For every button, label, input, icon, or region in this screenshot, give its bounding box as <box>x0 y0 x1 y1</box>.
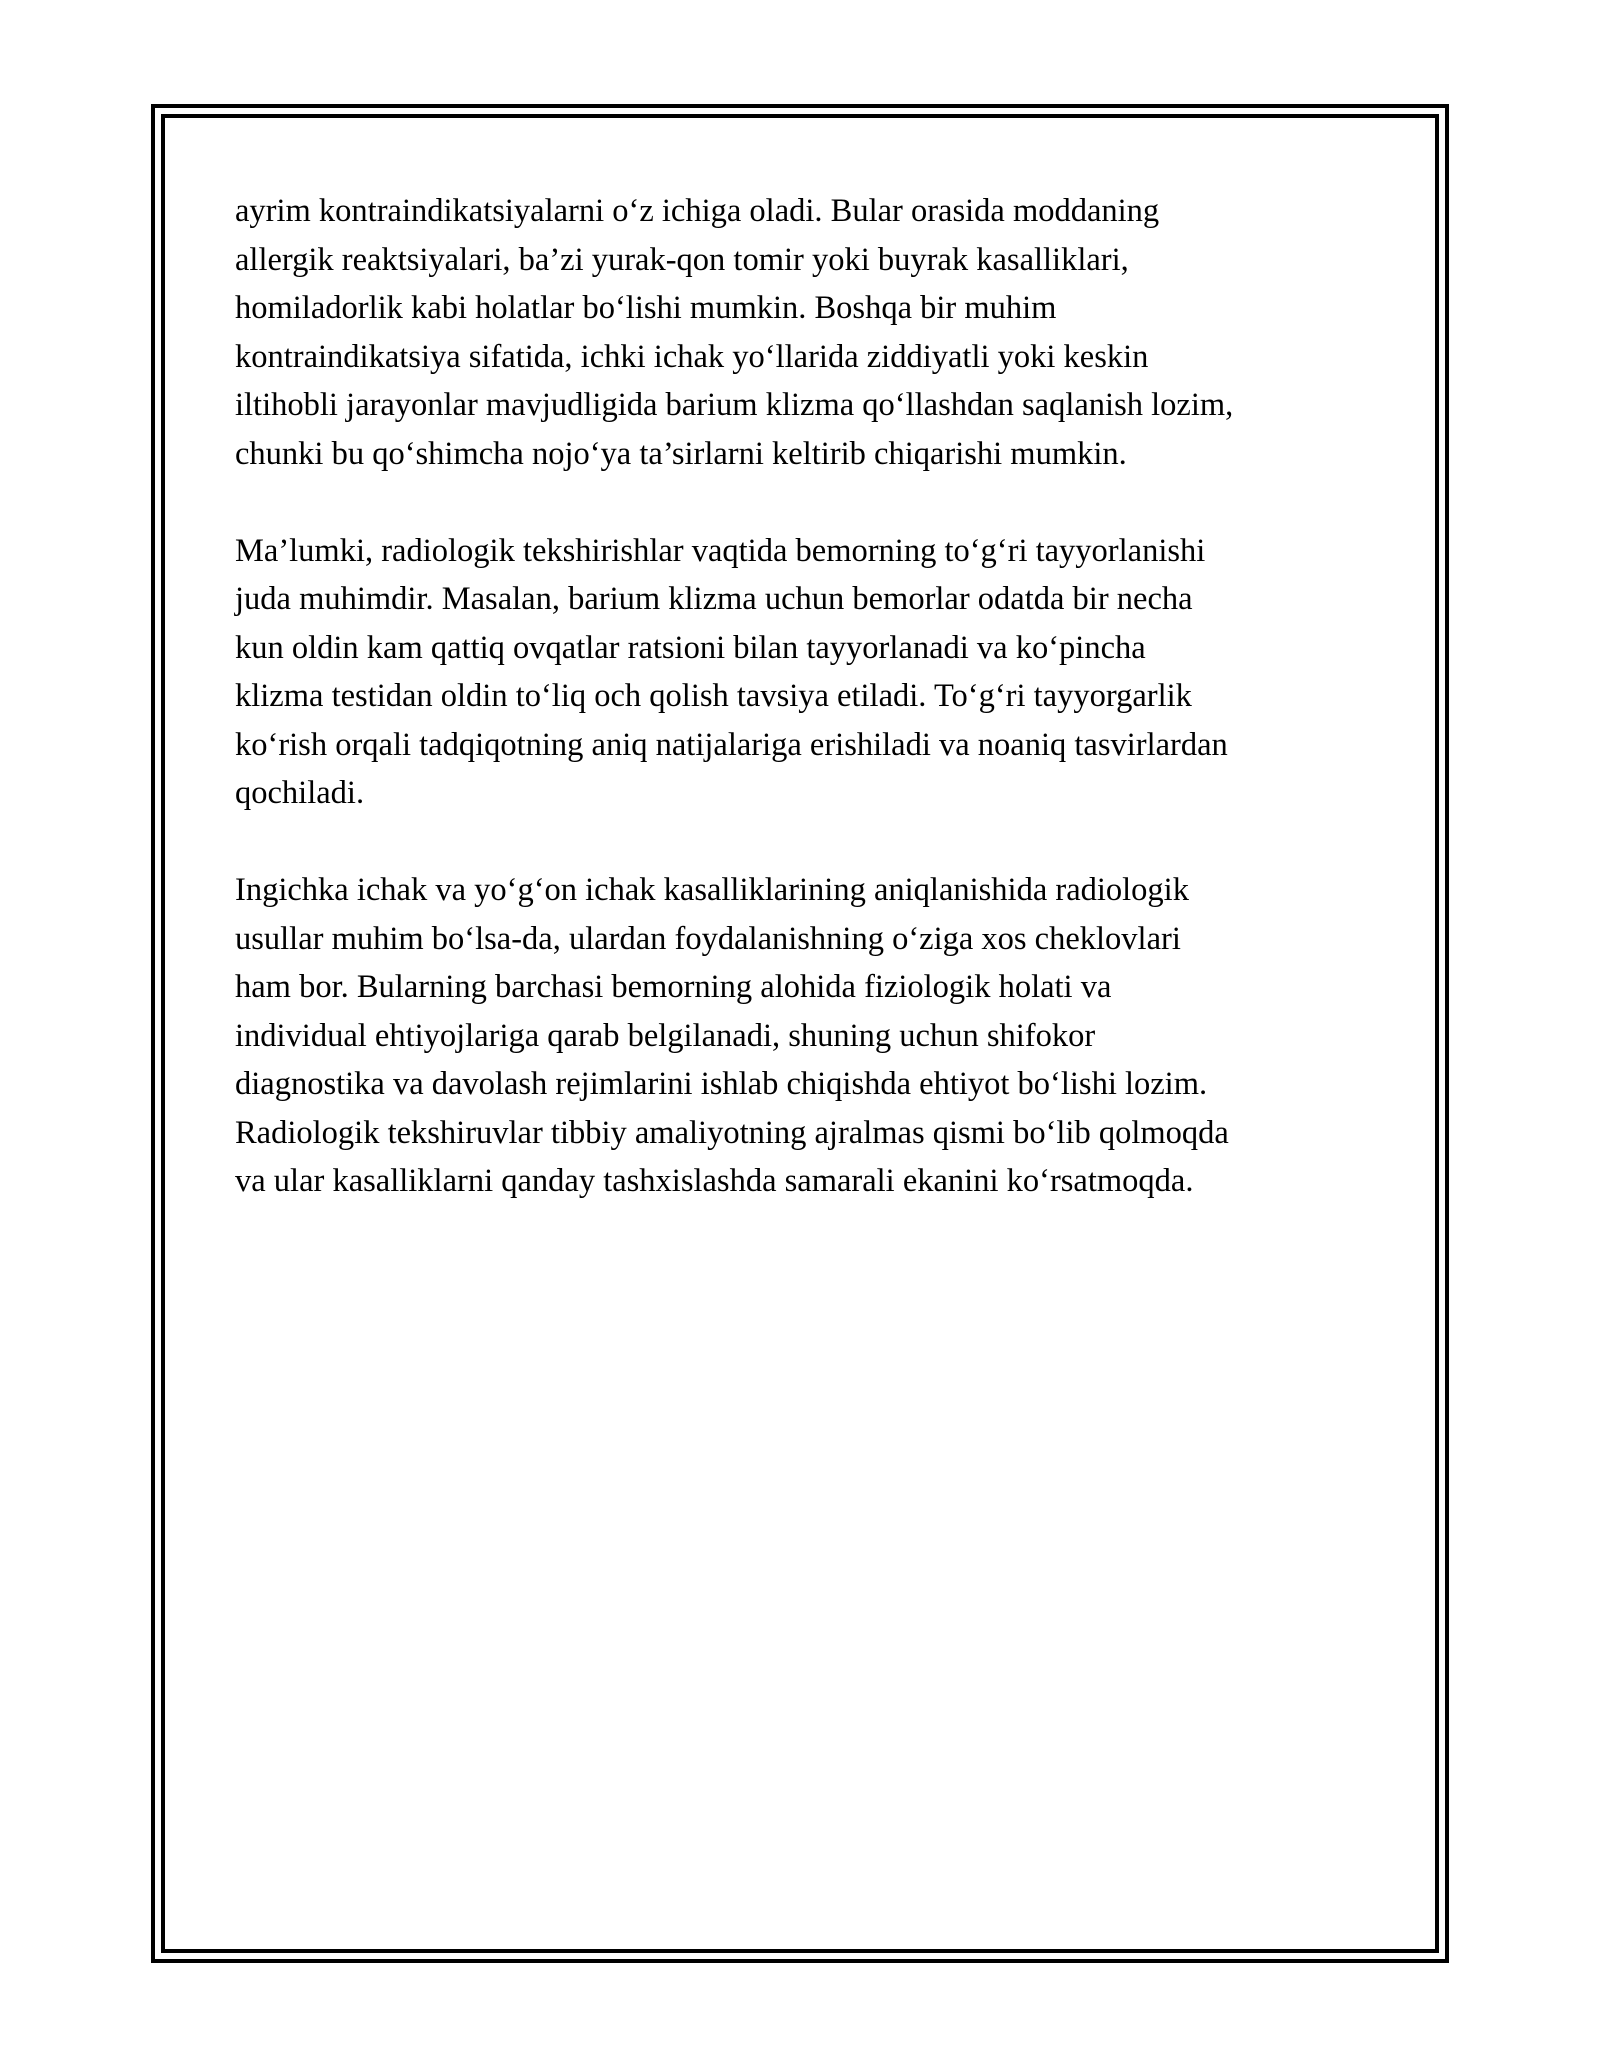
text-line: iltihobli jarayonlar mavjudligida barium klizma qo‘llashdan saqlanish lozim, <box>235 387 1234 423</box>
text-line: kun oldin kam qattiq ovqatlar ratsioni bilan tayyorlanadi va ko‘pincha <box>235 629 1146 666</box>
text-line: allergik reaktsiyalari, ba’zi yurak-qon tomir yoki buyrak kasalliklari, <box>235 241 1129 278</box>
text-line: individual ehtiyojlariga qarab belgilanadi, shuning uchun shifokor <box>235 1017 1096 1054</box>
text-line: homiladorlik kabi holatlar bo‘lishi mumkin. Boshqa bir muhim <box>235 290 1057 326</box>
text-line: ayrim kontraindikatsiyalarni o‘z ichiga oladi. Bular orasida moddaning <box>235 193 1160 229</box>
text-line: qochiladi. <box>235 775 365 811</box>
text-line: usullar muhim bo‘lsa-da, ulardan foydalanishning o‘ziga xos cheklovlari <box>235 920 1181 957</box>
text-line: Radiologik tekshiruvlar tibbiy amaliyotning ajralmas qismi bo‘lib qolmoqda <box>235 1114 1229 1151</box>
text-line: va ular kasalliklarni qanday tashxislashda samarali ekanini ko‘rsatmoqda. <box>235 1163 1194 1199</box>
text-line: Ma’lumki, radiologik tekshirishlar vaqtida bemorning to‘g‘ri tayyorlanishi <box>235 532 1206 569</box>
paragraph-3 <box>235 866 1375 1206</box>
text-line: ham bor. Bularning barchasi bemorning alohida fiziologik holati va <box>235 969 1112 1005</box>
text-line: ko‘rish orqali tadqiqotning aniq natijalariga erishiladi va noaniq tasvirlardan <box>235 726 1228 763</box>
text-line: chunki bu qo‘shimcha nojo‘ya ta’sirlarni keltirib chiqarishi mumkin. <box>235 435 1127 472</box>
paragraph-2 <box>235 527 1375 818</box>
document-body <box>235 187 1375 1254</box>
text-line: kontraindikatsiya sifatida, ichki ichak yo‘llarida ziddiyatli yoki keskin <box>235 338 1149 375</box>
text-line: klizma testidan oldin to‘liq och qolish tavsiya etiladi. To‘g‘ri tayyorgarlik <box>235 678 1192 714</box>
text-line: diagnostika va davolash rejimlarini ishlab chiqishda ehtiyot bo‘lishi lozim. <box>235 1066 1208 1102</box>
text-line: Ingichka ichak va yo‘g‘on ichak kasalliklarining aniqlanishida radiologik <box>235 872 1189 908</box>
paragraph-1 <box>235 187 1375 478</box>
text-line: juda muhimdir. Masalan, barium klizma uchun bemorlar odatda bir necha <box>235 581 1193 617</box>
